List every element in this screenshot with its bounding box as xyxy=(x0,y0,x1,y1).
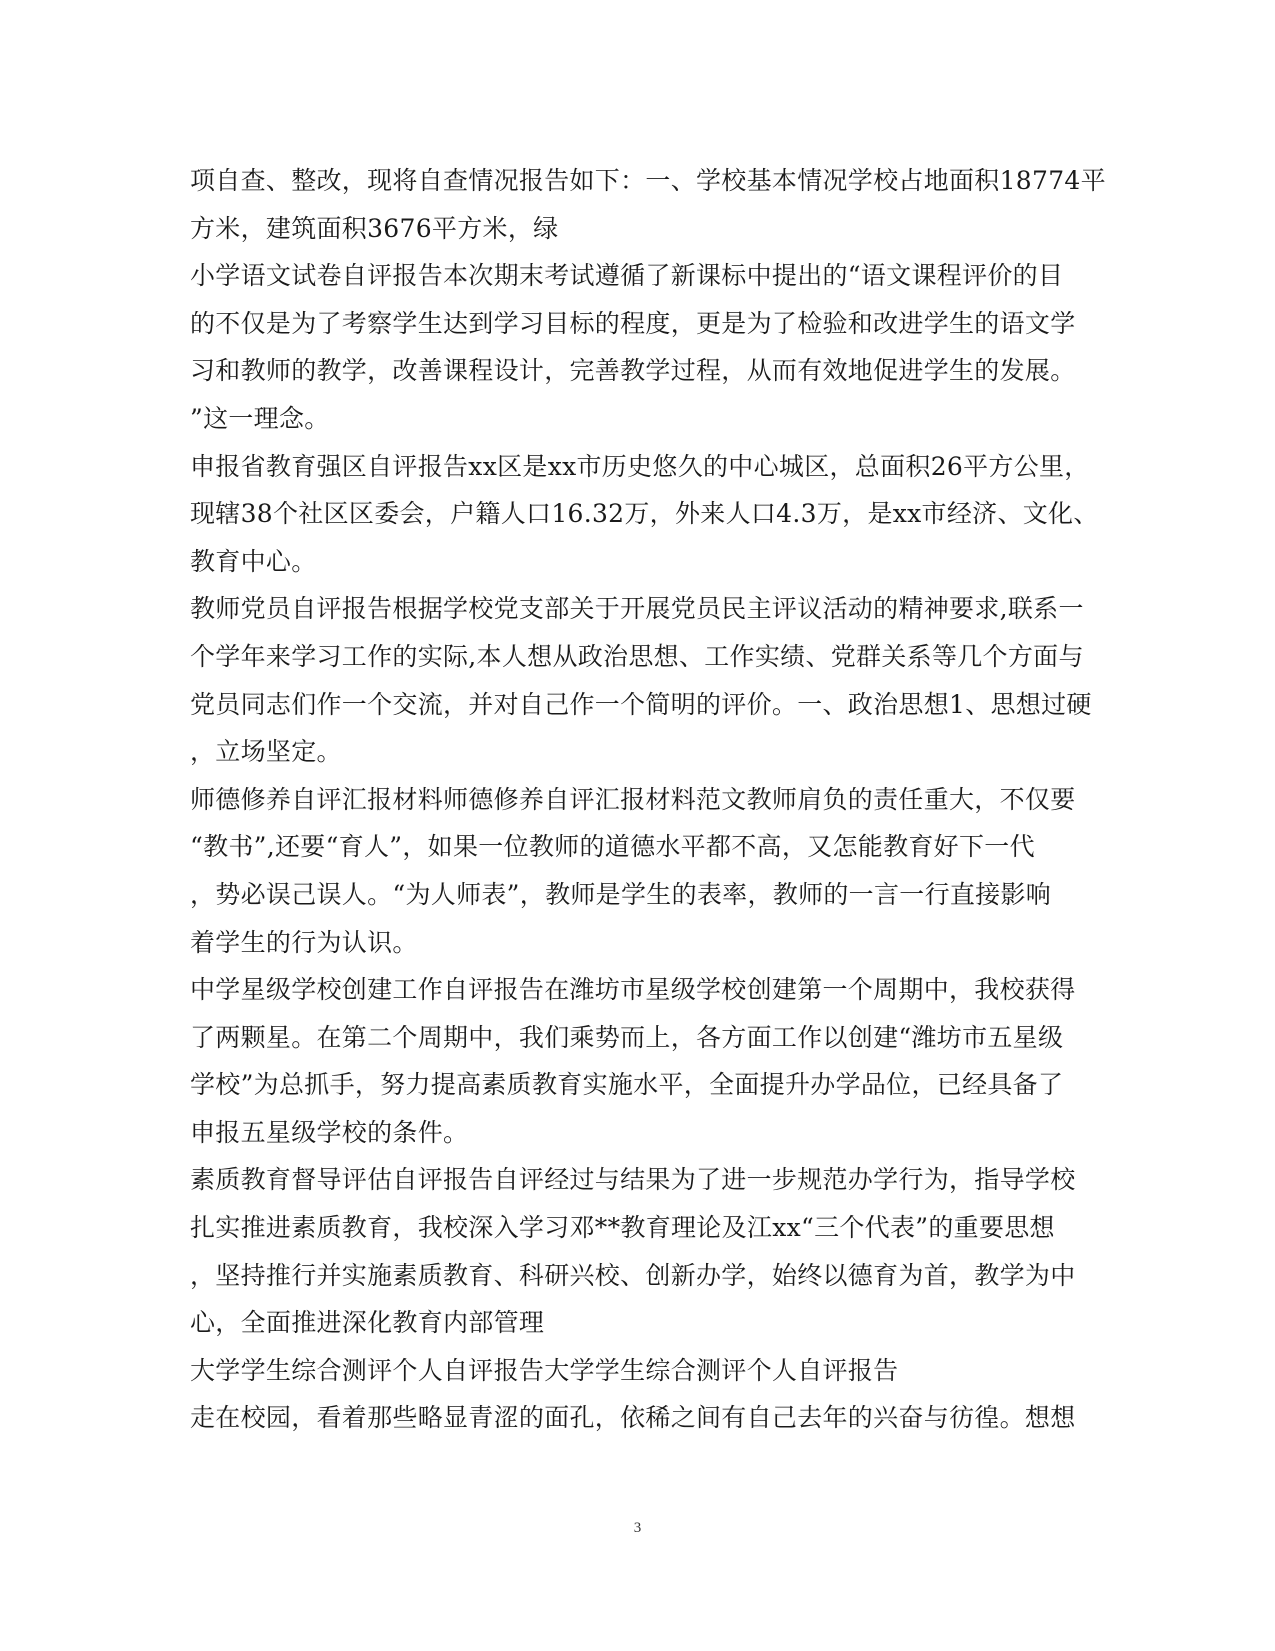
text-line: 的不仅是为了考察学生达到学习目标的程度，更是为了检验和改进学生的语文学 xyxy=(190,308,1076,338)
text-line: 方米，建筑面积3676平方米，绿 xyxy=(190,213,559,243)
text-line: 素质教育督导评估自评报告自评经过与结果为了进一步规范办学行为，指导学校 xyxy=(190,1165,1076,1195)
text-line: 申报省教育强区自评报告xx区是xx市历史悠久的中心城区，总面积26平方公里， xyxy=(190,451,1090,481)
text-line: ，势必误己误人。“为人师表”，教师是学生的表率，教师的一言一行直接影响 xyxy=(190,879,1052,909)
text-line: “教书”,还要“育人”，如果一位教师的道德水平都不高，又怎能教育好下一代 xyxy=(190,832,1035,862)
text-line: 教育中心。 xyxy=(190,546,317,576)
text-line: ，立场坚定。 xyxy=(190,737,342,767)
text-line: ”这一理念。 xyxy=(190,403,330,433)
page-number: 3 xyxy=(633,1520,642,1536)
text-line: 扎实推进素质教育，我校深入学习邓**教育理论及江xx“三个代表”的重要思想 xyxy=(190,1213,1055,1243)
text-line: ，坚持推行并实施素质教育、科研兴校、创新办学，始终以德育为首，教学为中 xyxy=(190,1260,1076,1290)
text-line: 项自查、整改，现将自查情况报告如下：一、学校基本情况学校占地面积18774平 xyxy=(190,166,1106,195)
document-body xyxy=(190,157,1106,1442)
text-line: 习和教师的教学，改善课程设计，完善教学过程，从而有效地促进学生的发展。 xyxy=(190,356,1076,386)
text-line: 心，全面推进深化教育内部管理 xyxy=(190,1308,545,1338)
text-line: 现辖38个社区区委会，户籍人口16.32万，外来人口4.3万，是xx市经济、文化、 xyxy=(190,499,1099,529)
text-line: 个学年来学习工作的实际,本人想从政治思想、工作实绩、党群关系等几个方面与 xyxy=(190,641,1084,671)
text-line: 师德修养自评汇报材料师德修养自评汇报材料范文教师肩负的责任重大，不仅要 xyxy=(190,784,1076,814)
text-line: 着学生的行为认识。 xyxy=(190,927,418,957)
text-line: 中学星级学校创建工作自评报告在潍坊市星级学校创建第一个周期中，我校获得 xyxy=(190,975,1076,1005)
text-line: 小学语文试卷自评报告本次期末考试遵循了新课标中提出的“语文课程评价的目 xyxy=(190,261,1064,291)
text-line: 了两颗星。在第二个周期中，我们乘势而上，各方面工作以创建“潍坊市五星级 xyxy=(190,1022,1064,1052)
text-line: 党员同志们作一个交流，并对自己作一个简明的评价。一、政治思想1、思想过硬 xyxy=(190,689,1092,719)
text-line: 教师党员自评报告根据学校党支部关于开展党员民主评议活动的精神要求,联系一 xyxy=(190,594,1084,624)
text-line: 申报五星级学校的条件。 xyxy=(190,1117,469,1147)
text-line: 学校”为总抓手，努力提高素质教育实施水平，全面提升办学品位，已经具备了 xyxy=(190,1070,1064,1100)
text-line: 走在校园，看着那些略显青涩的面孔，依稀之间有自己去年的兴奋与彷徨。想想 xyxy=(190,1403,1076,1433)
text-line: 大学学生综合测评个人自评报告大学学生综合测评个人自评报告 xyxy=(190,1355,899,1385)
